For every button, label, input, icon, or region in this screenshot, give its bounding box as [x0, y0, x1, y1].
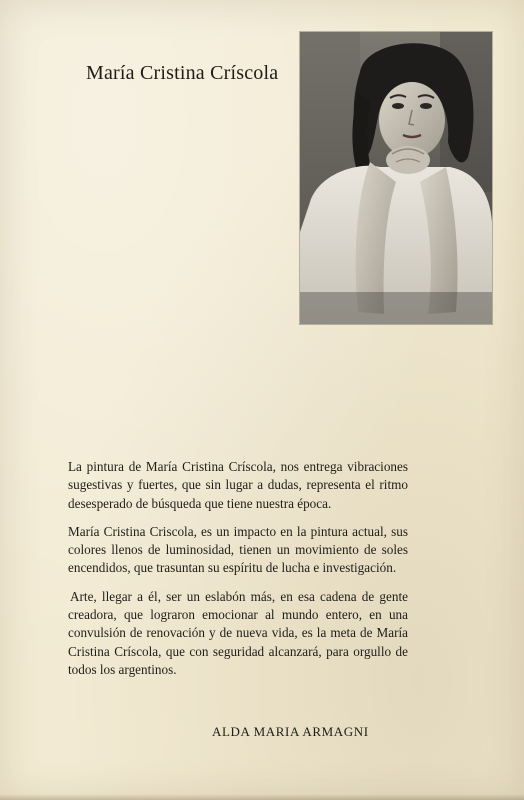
body-text [68, 458, 408, 689]
portrait-photo [300, 32, 492, 324]
portrait-image [300, 32, 492, 324]
paragraph-2: María Cristina Criscola, es un impacto en la pintura actual, sus colores llenos de luminosidad, tienen un movimiento de soles encendidos, que trasuntan su espíritu de lucha e investigación. [68, 523, 408, 576]
paragraph-1: La pintura de María Cristina Críscola, nos entrega vibraciones sugestivas y fuertes, que sin lugar a dudas, representa el ritmo desesperado de búsqueda que tiene nuestra época. [68, 459, 408, 511]
page-title: María Cristina Críscola [86, 62, 279, 84]
page-bottom-edge [0, 794, 524, 800]
author-signature: ALDA MARIA ARMAGNI [212, 724, 369, 739]
paragraph-3: Arte, llegar a él, ser un eslabón más, en esa cadena de gente creadora, que lograron emocionar al mundo entero, en una convulsión de renovación y de nueva vida, es la meta de María Cristina Críscola, que con seguridad alcanzará, para orgullo de todos los argentinos. [68, 588, 408, 677]
